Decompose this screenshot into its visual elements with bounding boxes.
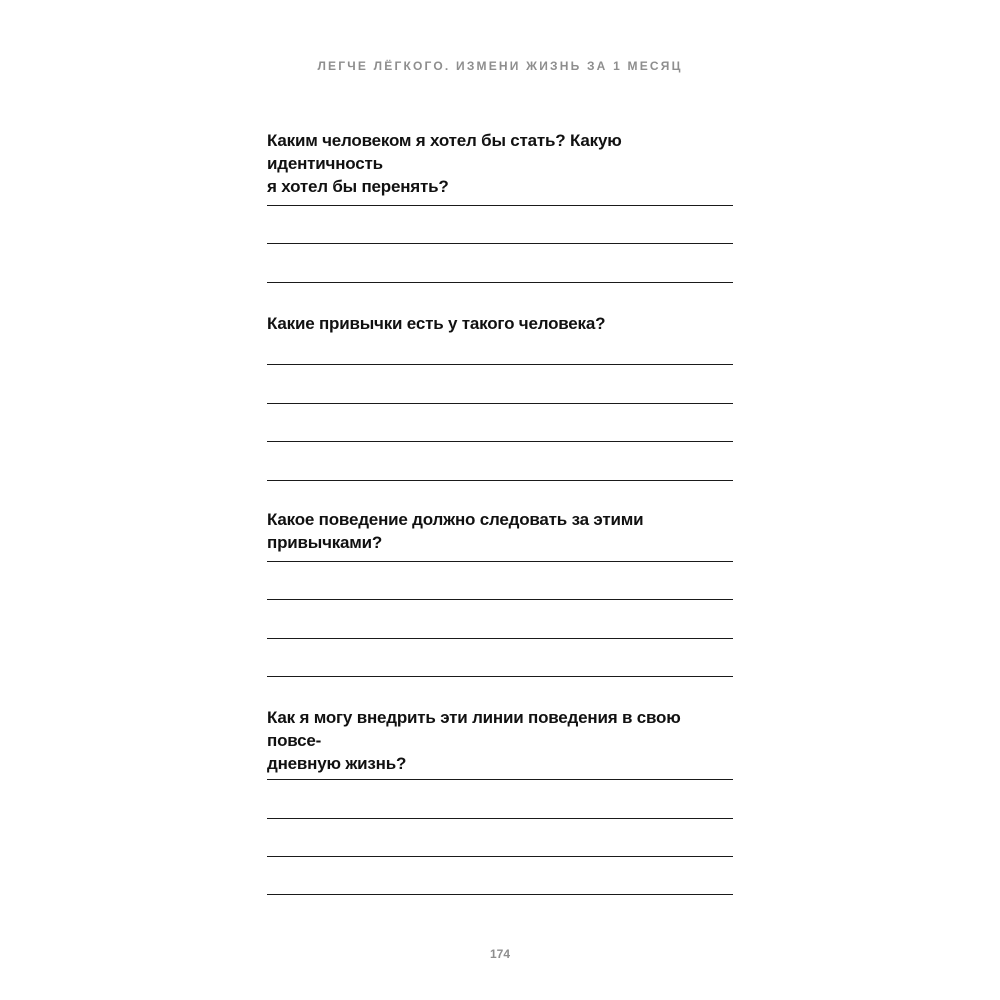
answer-line — [267, 243, 733, 244]
answer-line — [267, 638, 733, 639]
answer-line — [267, 779, 733, 780]
question-2: Какие привычки есть у такого человека? — [267, 314, 606, 333]
answer-line — [267, 282, 733, 283]
answer-line — [267, 561, 733, 562]
answer-line — [267, 599, 733, 600]
question-4: Как я могу внедрить эти линии поведения в свою повсе- дневную жизнь? — [267, 708, 681, 773]
answer-line — [267, 364, 733, 365]
answer-line — [267, 894, 733, 895]
running-head: ЛЕГЧЕ ЛЁГКОГО. ИЗМЕНИ ЖИЗНЬ ЗА 1 МЕСЯЦ — [317, 59, 683, 73]
answer-line — [267, 856, 733, 857]
question-1: Каким человеком я хотел бы стать? Какую идентичность я хотел бы перенять? — [267, 131, 622, 196]
answer-line — [267, 403, 733, 404]
answer-line — [267, 441, 733, 442]
question-3: Какое поведение должно следовать за этими привычками? — [267, 510, 644, 552]
answer-line — [267, 818, 733, 819]
answer-line — [267, 480, 733, 481]
answer-line — [267, 676, 733, 677]
page-number: 174 — [489, 947, 511, 961]
answer-line — [267, 205, 733, 206]
